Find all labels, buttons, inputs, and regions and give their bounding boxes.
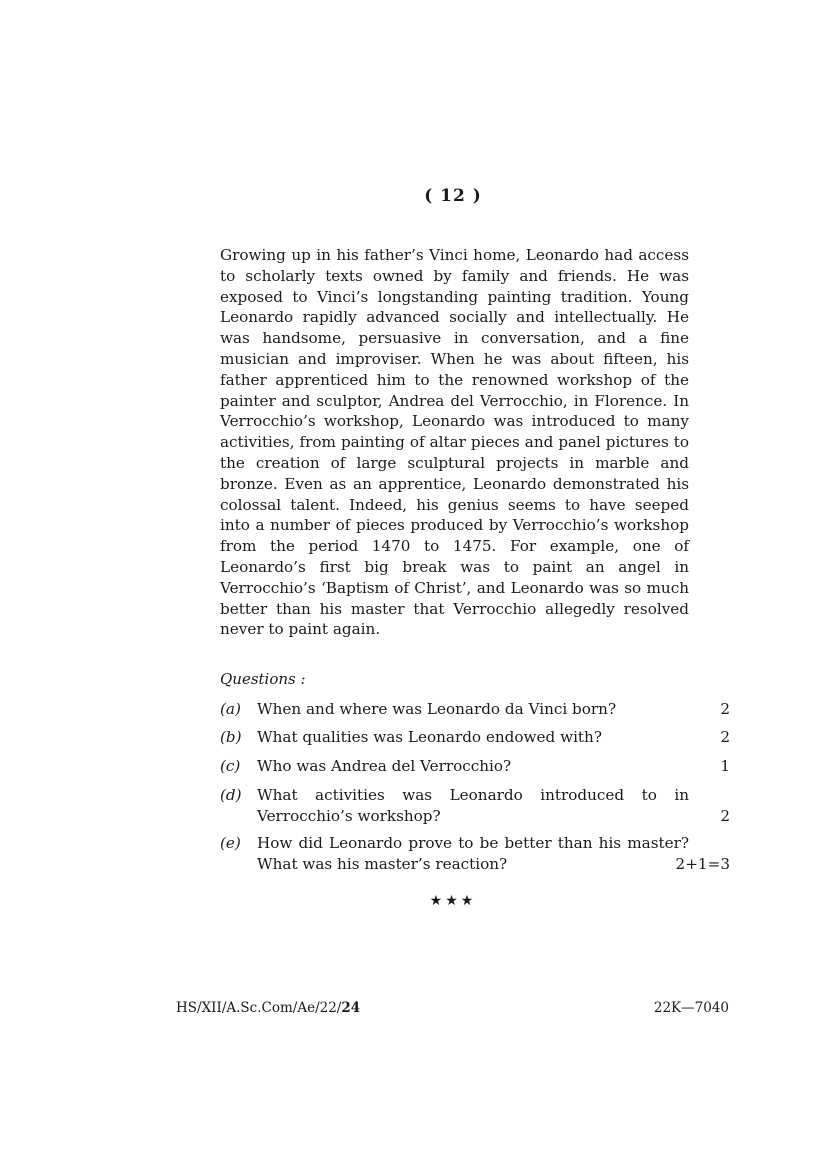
question-letter: (b) — [220, 728, 242, 746]
question-text: What qualities was Leonardo endowed with? — [257, 728, 602, 746]
footer-paper-code — [176, 1000, 360, 1016]
question-letter: (d) — [220, 786, 242, 804]
question-d — [220, 785, 730, 827]
footer-code-prefix: HS/XII/A.Sc.Com/Ae/22/ — [176, 1000, 342, 1016]
question-letter: (a) — [220, 700, 241, 718]
question-text: When and where was Leonardo da Vinci born? — [257, 700, 617, 718]
question-text: What activities was Leonardo introduced to in Verrocchio’s workshop? — [257, 786, 689, 825]
question-marks: 2+1=3 — [675, 855, 730, 873]
end-stars: ★★★ — [429, 893, 477, 909]
question-marks: 1 — [720, 757, 730, 775]
question-letter: (e) — [220, 834, 241, 852]
footer-code-suffix: 24 — [341, 1000, 361, 1016]
footer-serial: 22K—7040 — [653, 1000, 729, 1016]
question-c — [220, 756, 730, 777]
question-letter: (c) — [220, 757, 241, 775]
passage-text: Growing up in his father’s Vinci home, Leonardo had access to scholarly texts owned by family and friends. He was exposed to Vinci’s longstanding painting tradition. Young Leonardo rapidly advanced socially and intellectually. He was handsome, persuasive in conversation, and a fine musician and improviser. When he was about fifteen, his father apprenticed him to the renowned workshop of the painter and sculptor, Andrea del Verrocchio, in Florence. In Verrocchio’s workshop, Leonardo was introduced to many activities, from painting of altar pieces and panel pictures to the creation of large sculptural projects in marble and bronze. Even as an apprentice, Leonardo demonstrated his colossal talent. Indeed, his genius seems to have seeped into a number of pieces produced by Verrocchio’s workshop from the period 1470 to 1475. For example, one of Leonardo’s first big break was to paint an angel in Verrocchio’s ‘Baptism of Christ’, and Leonardo was so much better than his master that Verrocchio allegedly resolved never to paint again. — [220, 246, 689, 639]
question-a — [220, 699, 730, 720]
question-marks: 2 — [720, 700, 730, 718]
question-marks: 2 — [720, 728, 730, 746]
question-text: Who was Andrea del Verrocchio? — [257, 757, 512, 775]
question-b — [220, 727, 730, 748]
question-e — [220, 833, 730, 875]
questions-heading: Questions : — [220, 670, 306, 688]
page-number: ( 12 ) — [424, 186, 482, 206]
question-marks: 2 — [720, 807, 730, 825]
question-text: How did Leonardo prove to be better than his master? What was his master’s reaction? — [257, 834, 689, 873]
